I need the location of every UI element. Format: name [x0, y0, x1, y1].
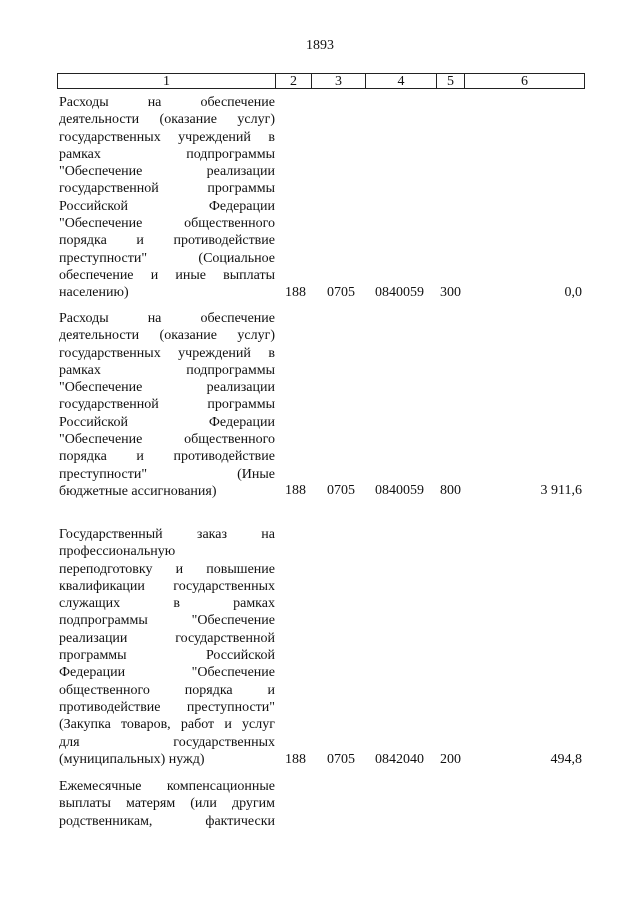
header-col-2: 2 — [276, 74, 312, 88]
header-col-4: 4 — [366, 74, 437, 88]
table-row-4-description: Ежемесячные компенсационные выплаты матерям (или другим родственникам, фактически — [59, 779, 275, 829]
table-row-3-col5: 200 — [440, 752, 461, 767]
header-col-6: 6 — [521, 74, 528, 89]
table-row-1-col5: 300 — [440, 285, 461, 300]
table-row-2-col5: 800 — [440, 483, 461, 498]
table-row-1-col3: 0705 — [327, 285, 355, 300]
table-row-2-col2: 188 — [285, 483, 306, 498]
table-row-2-col4: 0840059 — [375, 483, 424, 498]
table-row-1-col2: 188 — [285, 285, 306, 300]
header-col-3: 3 — [312, 74, 366, 88]
table-row-3-col2: 188 — [285, 752, 306, 767]
table-row-2-description: Расходы на обеспечение деятельности (оказание услуг) государственных учреждений в рамках подпрограммы "Обеспечение реализации государственной программы Российской Федерации "Обеспечение общественного порядка и противодействие преступности" (Иные бюджетные ассигнования) — [59, 311, 275, 499]
table-row-3-description: Государственный заказ на профессиональную переподготовку и повышение квалификации государственных служащих в рамках подпрограммы "Обеспечение реализации государственной программы Российской Федерации "Обеспечение общественного порядка и противодействие преступности" (Закупка товаров, работ и услуг для государственных (муниципальных) нужд) — [59, 527, 275, 767]
table-row-2-col3: 0705 — [327, 483, 355, 498]
table-row-1-col4: 0840059 — [375, 285, 424, 300]
header-col-5: 5 — [437, 74, 465, 88]
table-row-1-description: Расходы на обеспечение деятельности (оказание услуг) государственных учреждений в рамках подпрограммы "Обеспечение реализации государственной программы Российской Федерации "Обеспечение общественного порядка и противодействие преступности" (Социальное обеспечение и иные выплаты населению) — [59, 95, 275, 301]
table-row-3-col3: 0705 — [327, 752, 355, 767]
table-row-1-col6: 0,0 — [564, 285, 582, 300]
header-col-1: 1 — [58, 74, 276, 88]
table-row-3-col4: 0842040 — [375, 752, 424, 767]
page-number: 1893 — [306, 38, 334, 53]
table-row-3-col6: 494,8 — [550, 752, 582, 767]
table-header-row — [57, 73, 585, 89]
table-row-2-col6: 3 911,6 — [540, 483, 582, 498]
